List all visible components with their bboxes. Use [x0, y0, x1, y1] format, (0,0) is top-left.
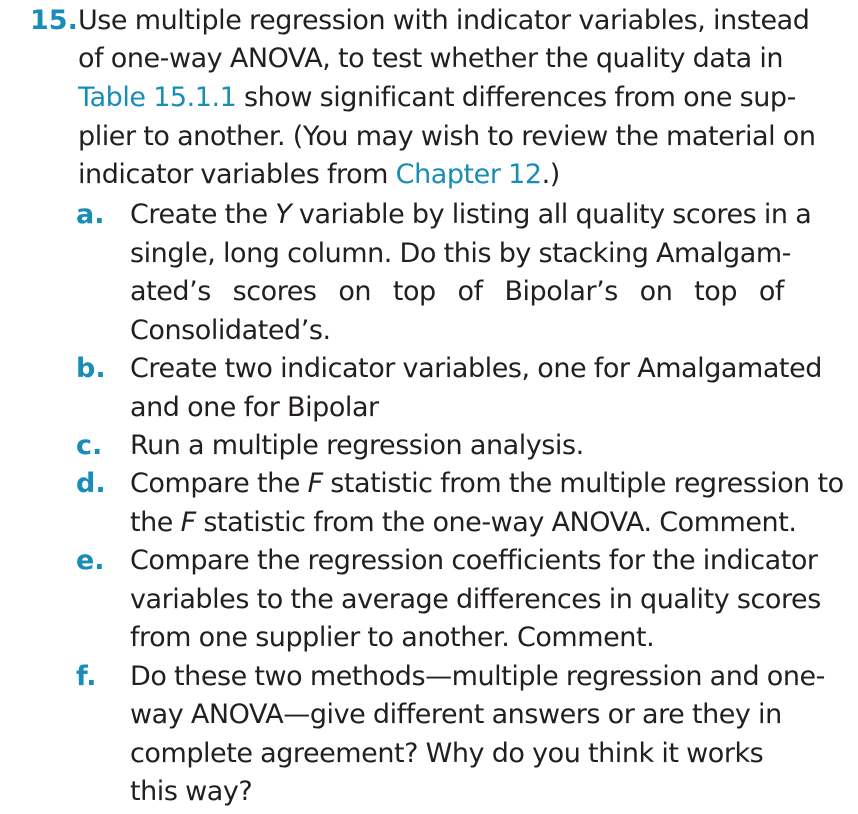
f-variable: F: [180, 507, 196, 538]
part-b-text: and one for Bipolar: [130, 392, 379, 423]
stem-text: [78, 156, 560, 194]
word: of: [758, 276, 784, 307]
part-f-text: complete agreement? Why do you think it works: [130, 738, 764, 769]
text-fragment: Compare the: [130, 468, 308, 499]
part-d-label: d.: [76, 468, 106, 499]
part-a-text: [130, 196, 811, 234]
table-reference-link[interactable]: Table 15.1.1: [78, 82, 237, 113]
chapter-reference-link[interactable]: Chapter 12: [395, 159, 542, 190]
part-f-text: way ANOVA—give different answers or are they in: [130, 699, 782, 730]
text-fragment: variable by listing all quality scores in a: [291, 199, 812, 230]
word: of: [457, 276, 483, 307]
part-e-text: variables to the average differences in quality scores: [130, 584, 821, 615]
part-f-text: Do these two methods—multiple regression and one-: [130, 661, 825, 692]
part-d-text: [130, 504, 797, 542]
word: Bipolar’s: [504, 276, 618, 307]
word: scores: [232, 276, 317, 307]
part-a-justified-line: [130, 273, 784, 311]
part-e-label: e.: [76, 545, 105, 576]
part-f-label: f.: [76, 661, 97, 692]
part-a-text: Consolidated’s.: [130, 315, 331, 346]
part-b-label: b.: [76, 353, 106, 384]
y-variable: Y: [275, 199, 292, 230]
part-a-label: a.: [76, 199, 105, 230]
f-variable: F: [307, 468, 323, 499]
part-d-text: [130, 465, 844, 503]
word: on: [639, 276, 673, 307]
stem-text-fragment: show significant differences from one sup-: [236, 82, 796, 113]
part-c-text: Run a multiple regression analysis.: [130, 430, 584, 461]
word: ated’s: [130, 276, 211, 307]
word: on: [338, 276, 372, 307]
stem-text: plier to another. (You may wish to review the material on: [78, 121, 816, 152]
stem-text: Use multiple regression with indicator variables, instead: [78, 5, 810, 36]
stem-text-fragment: indicator variables from: [78, 159, 396, 190]
part-a-text: single, long column. Do this by stacking Amalgam-: [130, 238, 791, 269]
word: top: [694, 276, 738, 307]
text-fragment: Create the: [130, 199, 276, 230]
part-f-text: this way?: [130, 776, 253, 807]
stem-text: of one-way ANOVA, to test whether the quality data in: [78, 43, 784, 74]
part-c-label: c.: [76, 430, 103, 461]
text-fragment: the: [130, 507, 181, 538]
part-b-text: Create two indicator variables, one for Amalgamated: [130, 353, 822, 384]
stem-text: [78, 79, 796, 117]
exercise-number: 15.: [30, 5, 78, 36]
word: top: [392, 276, 436, 307]
text-fragment: statistic from the one-way ANOVA. Comment.: [195, 507, 797, 538]
stem-text-fragment: .): [541, 159, 560, 190]
part-e-text: Compare the regression coefficients for the indicator: [130, 545, 818, 576]
part-e-text: from one supplier to another. Comment.: [130, 622, 655, 653]
text-fragment: statistic from the multiple regression to: [322, 468, 844, 499]
